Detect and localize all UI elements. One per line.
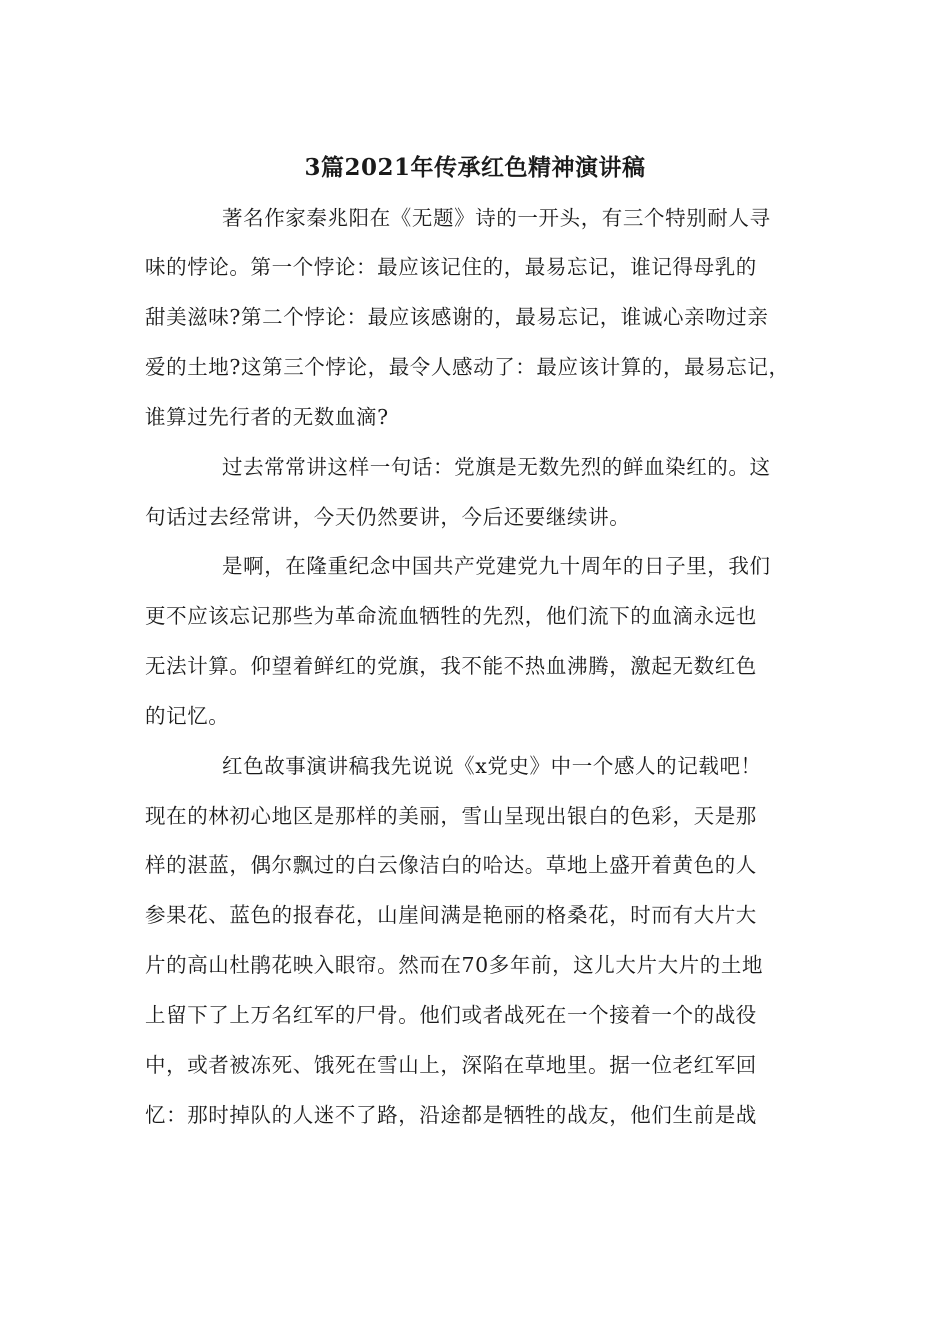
text-line-8: 是啊，在隆重纪念中国共产党建党九十周年的日子里，我们 xyxy=(222,554,771,578)
text-line-10: 无法计算。仰望着鲜红的党旗，我不能不热血沸腾，激起无数红色 xyxy=(145,654,757,678)
text-line-5: 谁算过先行者的无数血滴? xyxy=(145,405,389,429)
text-line-7: 句话过去经常讲，今天仍然要讲，今后还要继续讲。 xyxy=(145,505,631,529)
text-line-17: 上留下了上万名红军的尸骨。他们或者战死在一个接着一个的战役 xyxy=(145,1003,757,1027)
text-line-3: 甜美滋味?第二个悖论：最应该感谢的，最易忘记，谁诚心亲吻过亲 xyxy=(145,305,769,329)
text-line-4: 爱的土地?这第三个悖论，最令人感动了：最应该计算的，最易忘记， xyxy=(145,355,790,379)
text-line-6: 过去常常讲这样一句话：党旗是无数先烈的鲜血染红的。这 xyxy=(222,455,771,479)
text-line-14: 样的湛蓝，偶尔飘过的白云像洁白的哈达。草地上盛开着黄色的人 xyxy=(145,853,757,877)
text-line-13: 现在的林初心地区是那样的美丽，雪山呈现出银白的色彩，天是那 xyxy=(145,804,757,828)
document-title: 3篇2021年传承红色精神演讲稿 xyxy=(304,154,646,181)
text-line-9: 更不应该忘记那些为革命流血牺牲的先烈，他们流下的血滴永远也 xyxy=(145,604,757,628)
text-line-12: 红色故事演讲稿我先说说《x党史》中一个感人的记载吧！ xyxy=(222,754,762,778)
text-line-16: 片的高山杜鹃花映入眼帘。然而在70多年前，这儿大片大片的土地 xyxy=(145,953,764,977)
text-line-2: 味的悖论。第一个悖论：最应该记住的，最易忘记，谁记得母乳的 xyxy=(145,255,757,279)
text-line-18: 中，或者被冻死、饿死在雪山上，深陷在草地里。据一位老红军回 xyxy=(145,1053,757,1077)
text-line-1: 著名作家秦兆阳在《无题》诗的一开头，有三个特别耐人寻 xyxy=(222,206,771,230)
text-line-19: 忆：那时掉队的人迷不了路，沿途都是牺牲的战友，他们生前是战 xyxy=(145,1103,757,1127)
text-line-15: 参果花、蓝色的报春花，山崖间满是艳丽的格桑花，时而有大片大 xyxy=(145,903,757,927)
text-line-11: 的记忆。 xyxy=(145,704,230,728)
